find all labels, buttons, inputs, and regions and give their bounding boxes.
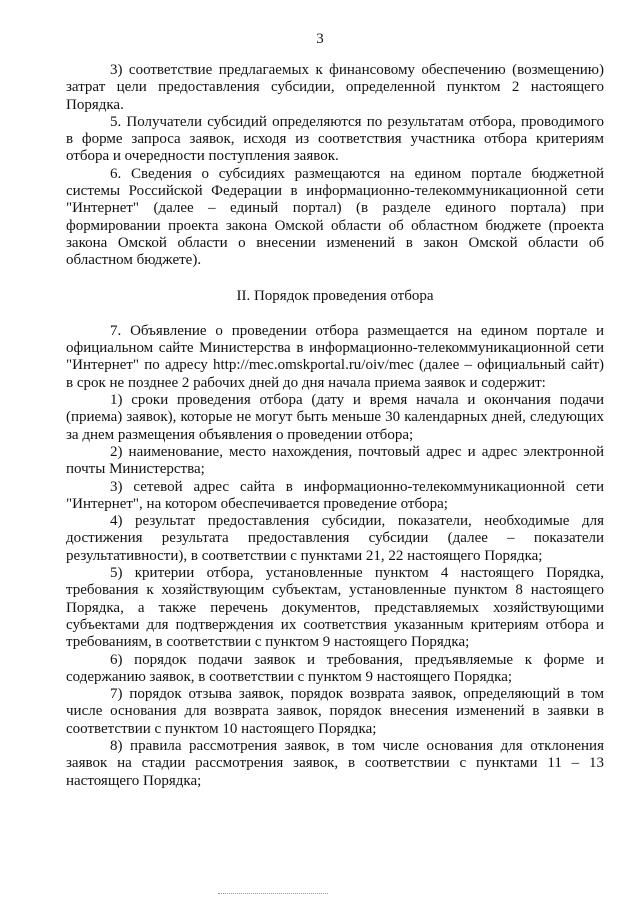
page-number: 3	[316, 31, 324, 47]
document-body	[66, 62, 604, 790]
list-item-7: 7) порядок отзыва заявок, порядок возврата заявок, определяющий в том числе основания для возврата заявок, порядок внесения изменений в заявки в соответствии с пунктом 10 настоящего Порядка;	[66, 686, 604, 737]
list-item-1: 1) сроки проведения отбора (дату и время начала и окончания подачи (приема) заявок), которые не могут быть меньше 30 календарных дней, следующих за днем размещения объявления о проведении отбора;	[66, 392, 604, 443]
scan-artifact-line	[218, 893, 328, 895]
list-item-5: 5) критерии отбора, установленные пунктом 4 настоящего Порядка, требования к хозяйствующим субъектам, установленные пунктом 8 настоящего Порядка, а также перечень документов, представляемых хозяйствующими субъектами для подтверждения их соответствия указанным критериям отбора и требованиям, в соответствии с пунктом 9 настоящего Порядка;	[66, 565, 604, 651]
list-item-4: 4) результат предоставления субсидии, показатели, необходимые для достижения результата предоставления субсидии (далее – показатели результативности), в соответствии с пунктами 21, 22 настоящего Порядка;	[66, 513, 604, 564]
paragraph-6: 6. Сведения о субсидиях размещаются на едином портале бюджетной системы Российской Федерации в информационно-телекоммуникационной сети "Интернет" (далее – единый портал) (в разделе единого портала) при формировании проекта закона Омской области об областном бюджете (проекта закона Омской области о внесении изменений в закон Омской области об областном бюджете).	[66, 165, 604, 269]
list-item-6: 6) порядок подачи заявок и требования, предъявляемые к форме и содержанию заявок, в соответствии с пунктом 9 настоящего Порядка;	[66, 651, 604, 685]
paragraph-7: 7. Объявление о проведении отбора размещается на едином портале и официальном сайте Министерства в информационно-телекоммуникационной сети "Интернет" по адресу http://mec.omskportal.ru/oiv/mec (далее – официальный сайт) в срок не позднее 2 рабочих дней до дня начала приема заявок и содержит:	[66, 322, 604, 391]
section-title: II. Порядок проведения отбора	[236, 287, 434, 304]
list-item-8: 8) правила рассмотрения заявок, в том числе основания для отклонения заявок на стадии рассмотрения заявок, в соответствии с пунктами 11 – 13 настоящего Порядка;	[66, 737, 604, 789]
list-item-3: 3) сетевой адрес сайта в информационно-телекоммуникационной сети "Интернет", на котором обеспечивается проведение отбора;	[66, 478, 604, 512]
paragraph-item-3: 3) соответствие предлагаемых к финансовому обеспечению (возмещению) затрат цели предоставления субсидии, определенной пунктом 2 настоящего Порядка.	[66, 62, 604, 113]
list-item-2: 2) наименование, место нахождения, почтовый адрес и адрес электронной почты Министерства;	[66, 443, 604, 478]
paragraph-5: 5. Получатели субсидий определяются по результатам отбора, проводимого в форме запроса заявок, исходя из соответствия участника отбора критериям отбора и очередности поступления заявок.	[66, 113, 604, 165]
